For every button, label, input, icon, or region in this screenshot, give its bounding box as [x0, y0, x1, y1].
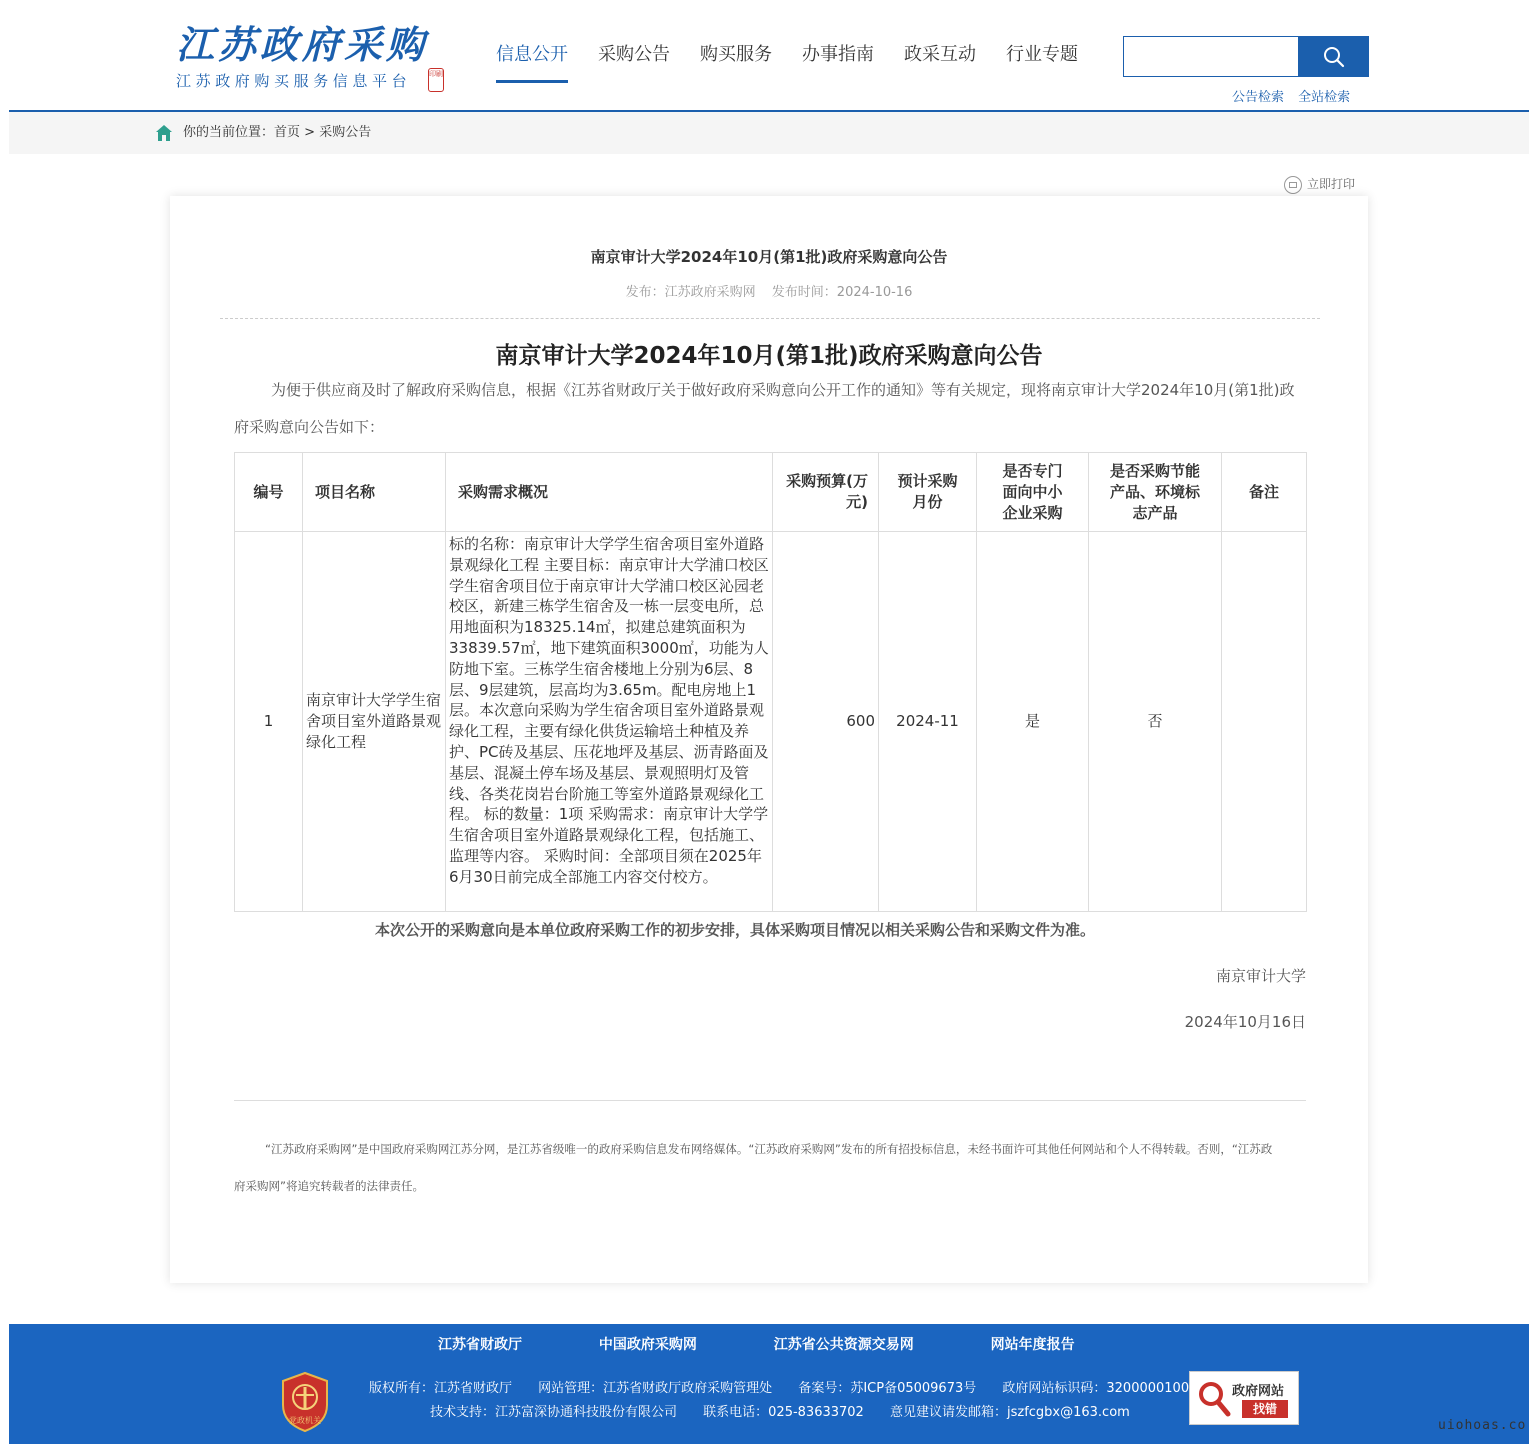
footer-tech-support: 技术支持：江苏富深协通科技股份有限公司 [430, 1405, 678, 1420]
logo-title: 江苏政府采购 [176, 22, 429, 67]
article-title: 南京审计大学2024年10月(第1批)政府采购意向公告 [590, 248, 948, 266]
article-source: 发布：江苏政府采购网 [625, 285, 756, 300]
error-badge-title: 政府网站 [1232, 1384, 1285, 1399]
table-row [235, 532, 1307, 912]
magnifier-icon [1196, 1378, 1232, 1418]
search-icon [1323, 46, 1345, 68]
print-label: 立即打印 [1307, 177, 1356, 191]
cell-month: 2024-11 [879, 532, 977, 912]
error-badge-label: 找错 [1242, 1400, 1288, 1418]
footer-phone: 联系电话：025-83633702 [703, 1405, 864, 1420]
signature-date: 2024年10月16日 [1184, 1013, 1306, 1031]
cell-remark [1222, 532, 1307, 912]
footer-copyright: 版权所有：江苏省财政厅 [369, 1381, 513, 1396]
nav-item-announcements[interactable]: 采购公告 [598, 44, 670, 65]
footer-icp[interactable]: 备案号：苏ICP备05009673号 [798, 1381, 977, 1396]
nav-item-services[interactable]: 购买服务 [700, 44, 772, 65]
header-green: 是否采购节能产品、环境标志产品 [1089, 453, 1222, 532]
cell-project-name: 南京审计大学学生宿舍项目室外道路景观绿化工程 [303, 532, 446, 912]
cell-budget: 600 [773, 532, 879, 912]
cell-sme: 是 [977, 532, 1089, 912]
header-sme: 是否专门面向中小企业采购 [977, 453, 1089, 532]
report-error-badge[interactable] [1189, 1371, 1299, 1425]
header-budget: 采购预算(万元) [773, 453, 879, 532]
logo-seal-icon: 印刷 [428, 68, 444, 92]
procurement-intent-table [234, 452, 1307, 912]
site-search-link[interactable]: 全站检索 [1298, 90, 1351, 105]
cell-no: 1 [235, 532, 303, 912]
nav-item-guide[interactable]: 办事指南 [802, 44, 874, 65]
article-publish-time: 发布时间：2024-10-16 [771, 285, 913, 300]
footer-info-line-2 [430, 1404, 1152, 1422]
footer-link-ccgp[interactable]: 中国政府采购网 [598, 1337, 697, 1353]
disclaimer: “江苏政府采购网”是中国政府采购网江苏分网，是江苏省级唯一的政府采购信息发布网络媒体。“江苏政府采购网”发布的所有招投标信息，未经书面许可其他任何网站和个人不得转载。否则，“江苏政府采购网”将追究转载者的法律责任。 [234, 1142, 1273, 1193]
nav-item-info[interactable]: 信息公开 [496, 40, 568, 83]
header-month: 预计采购月份 [879, 453, 977, 532]
footer-link-finance-dept[interactable]: 江苏省财政厅 [438, 1337, 522, 1353]
article-card [170, 196, 1368, 1283]
search-links [1232, 86, 1360, 105]
breadcrumb-home[interactable]: 首页 [274, 125, 301, 140]
article-meta [170, 284, 1368, 302]
signature: 南京审计大学 [1215, 967, 1306, 985]
party-government-emblem-icon[interactable] [279, 1371, 331, 1433]
header-summary: 采购需求概况 [446, 453, 773, 532]
main-nav [496, 40, 1108, 84]
footer-info-line-1 [369, 1380, 1211, 1398]
watermark: uiohoas.co [1438, 1418, 1527, 1433]
footer-email[interactable]: 意见建议请发邮箱：jszfcgbx@163.com [889, 1405, 1130, 1420]
notice-text: 本次公开的采购意向是本单位政府采购工作的初步安排，具体采购项目情况以相关采购公告和采购文件为准。 [374, 921, 1095, 939]
header-project-name: 项目名称 [303, 453, 446, 532]
cell-green: 否 [1089, 532, 1222, 912]
breadcrumb-bar [9, 112, 1529, 154]
cell-summary: 标的名称：南京审计大学学生宿舍项目室外道路景观绿化工程 主要目标：南京审计大学浦口校区学生宿舍项目位于南京审计大学浦口校区沁园老校区，新建三栋学生宿舍及一栋一层变电所，总用地面积为18325.14㎡，拟建总建筑面积为33839.57㎡，地下建筑面积3000㎡，功能为人防地下室。三栋学生宿舍楼地上分别为6层、8层、9层建筑，层高均为3.65m。配电房地上1层。本次意向采购为学生宿舍项目室外道路景观绿化工程，主要有绿化供货运输培土种植及养护、PC砖及基层、压花地坪及基层、沥青路面及基层、混凝土停车场及基层、景观照明灯及管线、各类花岗岩台阶施工等室外道路景观绿化工程。 标的数量：1项 采购需求：南京审计大学学生宿舍项目室外道路景观绿化工程，包括施工、监理等内容。 采购时间：全部项目须在2025年6月30日前完成全部施工内容交付校方。 [446, 532, 773, 912]
table-header-row [235, 453, 1307, 532]
print-icon [1284, 176, 1302, 194]
footer-manager: 网站管理：江苏省财政厅政府采购管理处 [538, 1381, 773, 1396]
footer-link-annual-report[interactable]: 网站年度报告 [990, 1337, 1075, 1353]
footer-site-code: 政府网站标识码：3200000100 [1002, 1381, 1190, 1396]
breadcrumb [183, 124, 371, 142]
title-divider [220, 318, 1320, 319]
nav-item-topics[interactable]: 行业专题 [1006, 44, 1078, 65]
announcement-search-link[interactable]: 公告检索 [1232, 90, 1285, 105]
logo-subtitle: 江苏政府购买服务信息平台 [176, 72, 412, 90]
header-remark: 备注 [1222, 453, 1307, 532]
nav-item-interaction[interactable]: 政采互动 [904, 44, 976, 65]
breadcrumb-separator: > [300, 125, 320, 140]
footer-link-public-resource[interactable]: 江苏省公共资源交易网 [773, 1337, 914, 1353]
document-intro: 为便于供应商及时了解政府采购信息，根据《江苏省财政厅关于做好政府采购意向公开工作的通知》等有关规定，现将南京审计大学2024年10月(第1批)政府采购意向公告如下： [234, 381, 1295, 436]
content-divider [234, 1100, 1306, 1101]
breadcrumb-prefix: 你的当前位置： [183, 125, 275, 140]
breadcrumb-current[interactable]: 采购公告 [319, 125, 372, 140]
search-button[interactable] [1299, 36, 1369, 77]
site-header [0, 0, 1537, 112]
emblem-text: 党政机关 [289, 1416, 321, 1425]
search-input[interactable] [1123, 36, 1299, 77]
print-button[interactable] [1284, 175, 1355, 194]
footer-links [438, 1336, 1147, 1354]
site-footer [9, 1324, 1529, 1444]
home-icon [155, 124, 173, 142]
header-no: 编号 [235, 453, 303, 532]
site-logo[interactable] [176, 24, 446, 94]
document-title: 南京审计大学2024年10月(第1批)政府采购意向公告 [495, 343, 1043, 369]
